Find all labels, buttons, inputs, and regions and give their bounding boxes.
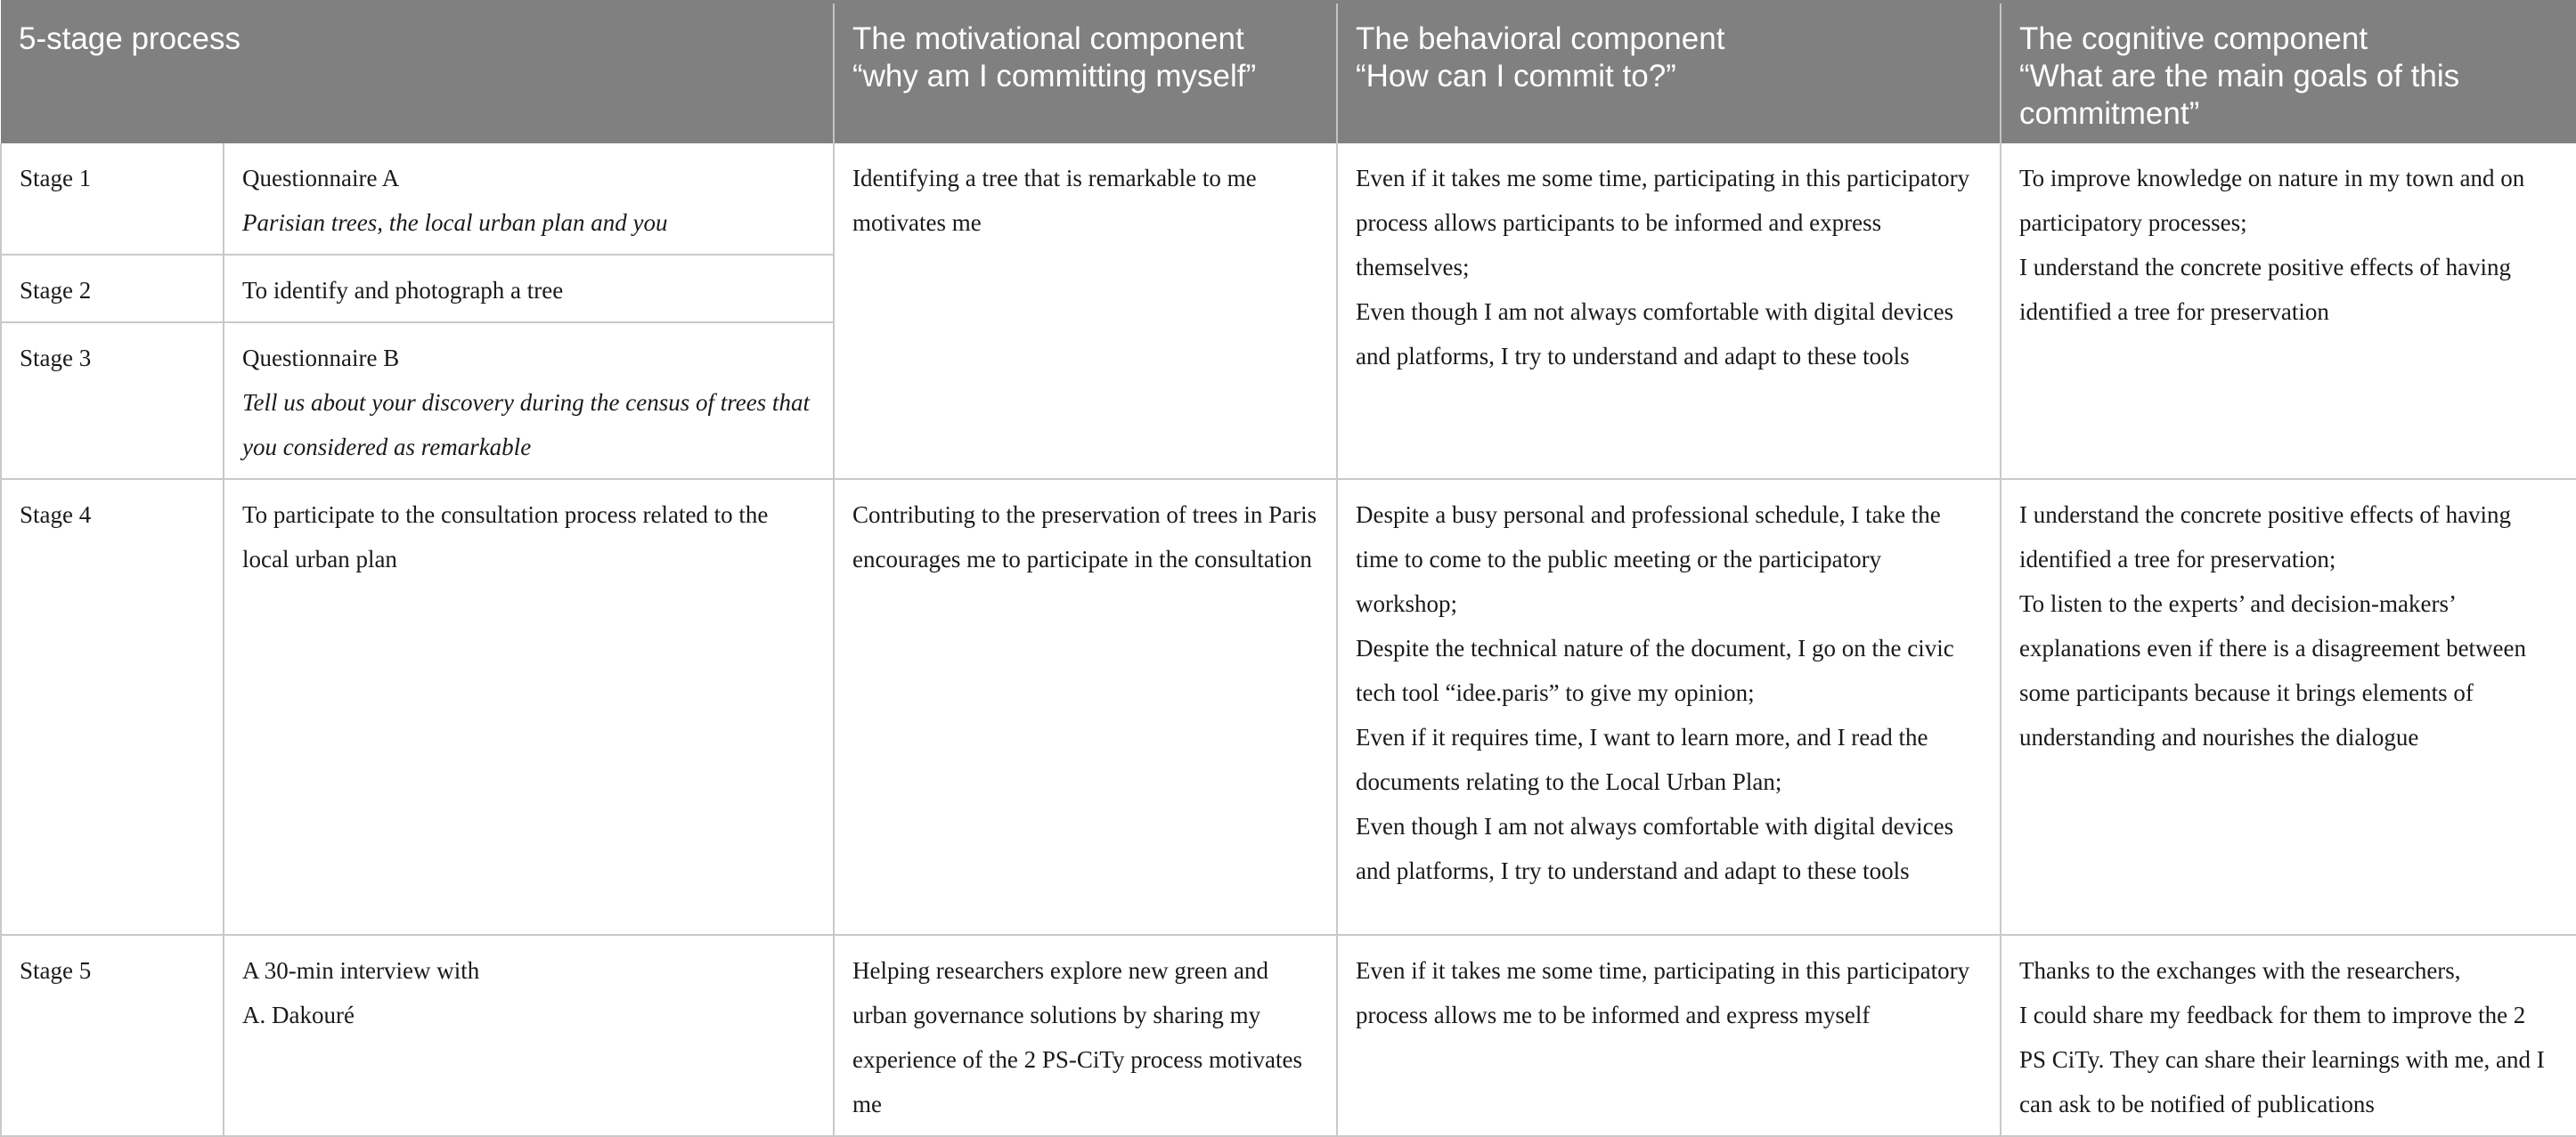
header-behavioral: The behavioral component “How can I commit to?”	[1337, 2, 2001, 143]
header-row	[1, 2, 2576, 143]
motivational-cell	[834, 479, 1337, 935]
step-subtitle: Parisian trees, the local urban plan and you	[242, 209, 668, 236]
motivational-cell	[834, 143, 1337, 479]
header-motivational: The motivational component “why am I committing myself”	[834, 2, 1337, 143]
stage-step	[224, 479, 834, 935]
behavioral-item: Despite a busy personal and professional schedule, I take the time to come to the public meeting or the participatory workshop;	[1356, 501, 1941, 617]
behavioral-cell	[1337, 143, 2001, 479]
stage-step	[224, 935, 834, 1136]
behavioral-cell	[1337, 479, 2001, 935]
step-text: To identify and photograph a tree	[242, 277, 564, 304]
stage-label: Stage 4	[1, 479, 224, 935]
behavioral-cell	[1337, 935, 2001, 1136]
cognitive-item: I understand the concrete positive effects of having identified a tree for preservation	[2019, 254, 2512, 325]
step-text: A 30-min interview with	[242, 957, 480, 984]
cognitive-item: Thanks to the exchanges with the researchers,	[2019, 957, 2461, 984]
stage-step	[224, 255, 834, 322]
behavioral-item: Even if it requires time, I want to learn more, and I read the documents relating to the Local Urban Plan;	[1356, 724, 1928, 795]
step-title: Questionnaire A	[242, 165, 400, 191]
cognitive-cell	[2001, 935, 2576, 1136]
cognitive-cell	[2001, 143, 2576, 479]
table-row-stage-5	[1, 935, 2576, 1136]
stage-label: Stage 3	[1, 322, 224, 479]
cognitive-item: To listen to the experts’ and decision-makers’ explanations even if there is a disagreement between some participants because it brings elements of understanding and nourishes the dialogue	[2019, 590, 2527, 751]
step-text: To participate to the consultation process related to the local urban plan	[242, 501, 769, 573]
step-subtitle: Tell us about your discovery during the census of trees that you considered as remarkable	[242, 389, 810, 460]
cognitive-item: I understand the concrete positive effects of having identified a tree for preservation;	[2019, 501, 2512, 573]
behavioral-item: Even though I am not always comfortable with digital devices and platforms, I try to understand and adapt to these tools	[1356, 813, 1954, 884]
motivational-text: Contributing to the preservation of trees in Paris encourages me to participate in the consultation	[852, 501, 1317, 573]
behavioral-item: Even though I am not always comfortable with digital devices and platforms, I try to understand and adapt to these tools	[1356, 298, 1954, 370]
header-cognitive: The cognitive component “What are the main goals of this commitment”	[2001, 2, 2576, 143]
table-row-stage-4	[1, 479, 2576, 935]
motivational-text: Identifying a tree that is remarkable to me motivates me	[852, 165, 1257, 236]
motivational-text: Helping researchers explore new green and urban governance solutions by sharing my experience of the 2 PS-CiTy process motivates me	[852, 957, 1302, 1117]
step-text: A. Dakouré	[242, 1002, 355, 1028]
step-title: Questionnaire B	[242, 345, 400, 371]
behavioral-item: Even if it takes me some time, participating in this participatory process allows participants to be informed and express themselves;	[1356, 165, 1970, 280]
stage-step	[224, 143, 834, 255]
stage-label: Stage 1	[1, 143, 224, 255]
behavioral-item: Despite the technical nature of the document, I go on the civic tech tool “idee.paris” to give my opinion;	[1356, 635, 1954, 706]
cognitive-cell	[2001, 479, 2576, 935]
cognitive-item: I could share my feedback for them to improve the 2 PS CiTy. They can share their learnings with me, and I can ask to be notified of publications	[2019, 1002, 2545, 1117]
stage-label: Stage 2	[1, 255, 224, 322]
stage-step	[224, 322, 834, 479]
stage-label: Stage 5	[1, 935, 224, 1136]
behavioral-text: Even if it takes me some time, participating in this participatory process allows me to be informed and express myself	[1356, 957, 1970, 1028]
header-process: 5-stage process	[1, 2, 834, 143]
table-row-stage-1	[1, 143, 2576, 255]
motivational-cell	[834, 935, 1337, 1136]
cognitive-item: To improve knowledge on nature in my town and on participatory processes;	[2019, 165, 2525, 236]
